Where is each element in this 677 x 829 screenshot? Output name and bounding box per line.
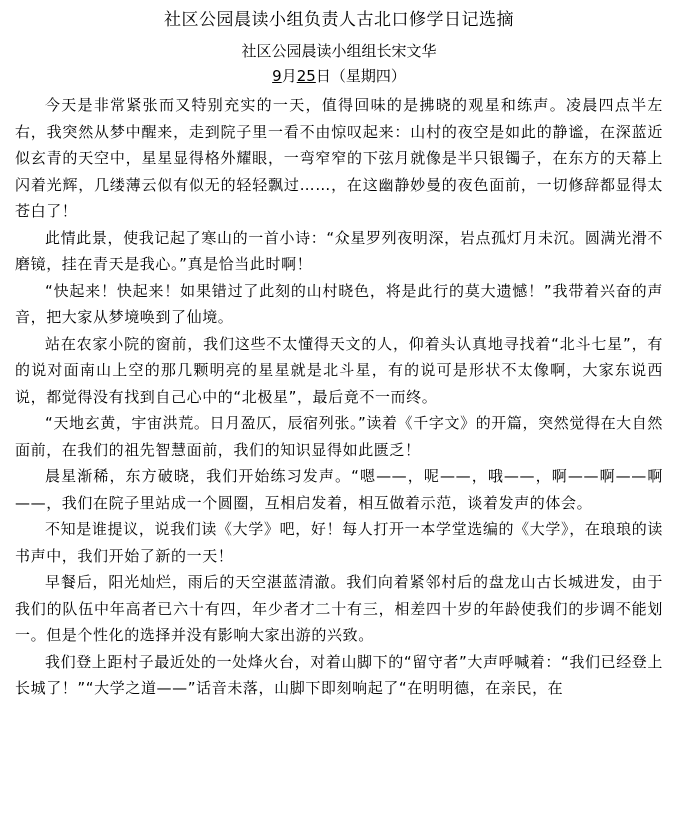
date-day: 25	[296, 67, 316, 85]
date-day-char: 日	[315, 67, 331, 85]
paragraph: “天地玄黄，宇宙洪荒。日月盈仄，辰宿列张。”读着《千字文》的开篇，突然觉得在大自然面前，在我们的祖先智慧面前，我们的知识显得如此匮乏！	[15, 414, 663, 459]
date-month-char: 月	[281, 67, 297, 85]
document-title: 社区公园晨读小组负责人古北口修学日记选摘	[164, 10, 514, 30]
paragraph: 早餐后，阳光灿烂，雨后的天空湛蓝清澈。我们向着紧邻村后的盘龙山古长城进发，由于我们的队伍中年高者已六十有四，年少者才二十有三，相差四十岁的年龄使我们的步调不能划一。但是个性化的选择并没有影响大家出游的兴致。	[15, 573, 663, 644]
date-weekday: （星期四）	[330, 67, 406, 85]
paragraph: 此情此景，使我记起了寒山的一首小诗：“众星罗列夜明深，岩点孤灯月未沉。圆满光滑不磨镜，挂在青天是我心。”真是恰当此时啊！	[15, 228, 663, 273]
paragraph: 今天是非常紧张而又特别充实的一天，值得回味的是拂晓的观星和练声。凌晨四点半左右，我突然从梦中醒来，走到院子里一看不由惊叹起来：山村的夜空是如此的静谧，在深蓝近似玄青的天空中，星星显得格外耀眼，一弯窄窄的下弦月就像是半只银镯子，在东方的天幕上闪着光辉，几缕薄云似有似无的轻轻飘过……，在这幽静妙曼的夜色面前，一切修辞都显得太苍白了！	[15, 96, 663, 220]
date-month: 9	[272, 67, 282, 85]
diary-date	[15, 65, 663, 87]
paragraph: 站在农家小院的窗前，我们这些不太懂得天文的人，仰着头认真地寻找着“北斗七星”，有的说对面南山上空的那几颗明亮的星星就是北斗星，有的说可是形状不太像啊，大家东说西说，都觉得没有找到自己心中的“北极星”，最后竟不一而终。	[15, 334, 663, 406]
paragraph: 晨星渐稀，东方破晓，我们开始练习发声。“嗯——，呢——，哦——，啊——啊——啊——，我们在院子里站成一个圆圈，互相启发着，相互做着示范，谈着发声的体会。	[15, 467, 663, 512]
paragraph: 不知是谁提议，说我们读《大学》吧，好！每人打开一本学堂选编的《大学》，在琅琅的读书声中，我们开始了新的一天！	[15, 520, 663, 565]
paragraph: 我们登上距村子最近处的一处烽火台，对着山脚下的“留守者”大声呼喊着：“我们已经登上长城了！”“大学之道——”话音未落，山脚下即刻响起了“在明明德，在亲民，在	[15, 652, 663, 697]
paragraph: “快起来！快起来！如果错过了此刻的山村晓色，将是此行的莫大遗憾！”我带着兴奋的声音，把大家从梦境唤到了仙境。	[15, 281, 663, 326]
author-line: 社区公园晨读小组组长宋文华	[241, 42, 437, 60]
